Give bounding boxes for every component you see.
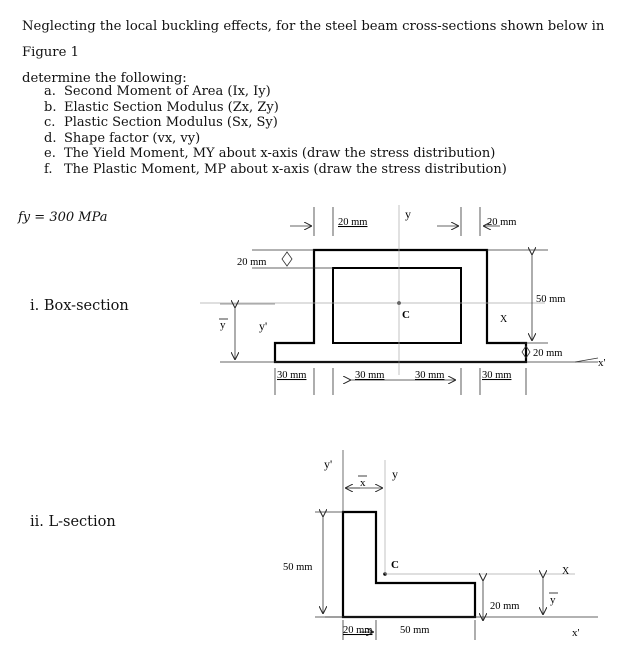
box-centroid-label: C bbox=[402, 309, 410, 321]
box-dim-flange: 20 mm bbox=[533, 348, 563, 359]
box-dim-b2: 30 mm bbox=[355, 370, 385, 381]
box-section-label: i. Box-section bbox=[30, 298, 129, 314]
l-dim-thick-v: 20 mm bbox=[490, 601, 520, 612]
box-axis-x: X bbox=[500, 314, 508, 325]
l-section-label: ii. L-section bbox=[30, 514, 116, 530]
l-axis-x: X bbox=[562, 566, 570, 577]
task-item-d: d. Shape factor (vx, vy) bbox=[44, 130, 201, 146]
l-outline bbox=[343, 512, 475, 617]
box-dim-height: 50 mm bbox=[536, 294, 566, 305]
box-axis-y: y bbox=[405, 207, 411, 221]
box-dim-b1: 30 mm bbox=[277, 370, 307, 381]
box-section-drawing bbox=[200, 205, 606, 395]
task-item-b: b. Elastic Section Modulus (Zx, Zy) bbox=[44, 99, 279, 115]
box-dim-top-right: 20 mm bbox=[338, 217, 368, 228]
l-centroid-label: C bbox=[391, 559, 399, 571]
l-dim-thick-h: 20 mm bbox=[343, 625, 373, 636]
intro-line-2: determine the following: bbox=[22, 71, 187, 86]
box-dim-b4: 30 mm bbox=[482, 370, 512, 381]
l-axis-ybar: y bbox=[550, 594, 556, 606]
box-dim-b3: 30 mm bbox=[415, 370, 445, 381]
box-hollow bbox=[333, 268, 461, 343]
l-axis-xprime: x' bbox=[572, 627, 580, 639]
box-dim-left-wall: 20 mm bbox=[487, 217, 517, 228]
l-dim-height: 50 mm bbox=[283, 562, 313, 573]
task-item-a: a. Second Moment of Area (Ix, Iy) bbox=[44, 84, 271, 99]
l-axis-xbar: x bbox=[360, 477, 366, 489]
task-item-f: f. The Plastic Moment, MP about x-axis (draw the stress distribution) bbox=[44, 161, 507, 177]
box-axis-yprime: y' bbox=[259, 319, 268, 333]
l-axis-y: y bbox=[392, 467, 398, 481]
l-section-drawing bbox=[283, 450, 598, 640]
box-axis-ybar: y bbox=[220, 319, 226, 331]
box-axis-xprime: x' bbox=[598, 357, 606, 369]
l-dim-length: 50 mm bbox=[400, 625, 430, 636]
task-item-c: c. Plastic Section Modulus (Sx, Sy) bbox=[44, 115, 278, 131]
l-axis-yprime: y' bbox=[324, 457, 333, 471]
task-item-e: e. The Yield Moment, MY about x-axis (draw the stress distribution) bbox=[44, 146, 496, 162]
yield-strength: fy = 300 MPa bbox=[18, 210, 108, 225]
box-outline bbox=[275, 250, 526, 362]
intro-line-1: Neglecting the local buckling effects, for the steel beam cross-sections shown below in Figure 1 bbox=[22, 19, 605, 60]
box-dim-top-left: 20 mm bbox=[237, 257, 267, 268]
